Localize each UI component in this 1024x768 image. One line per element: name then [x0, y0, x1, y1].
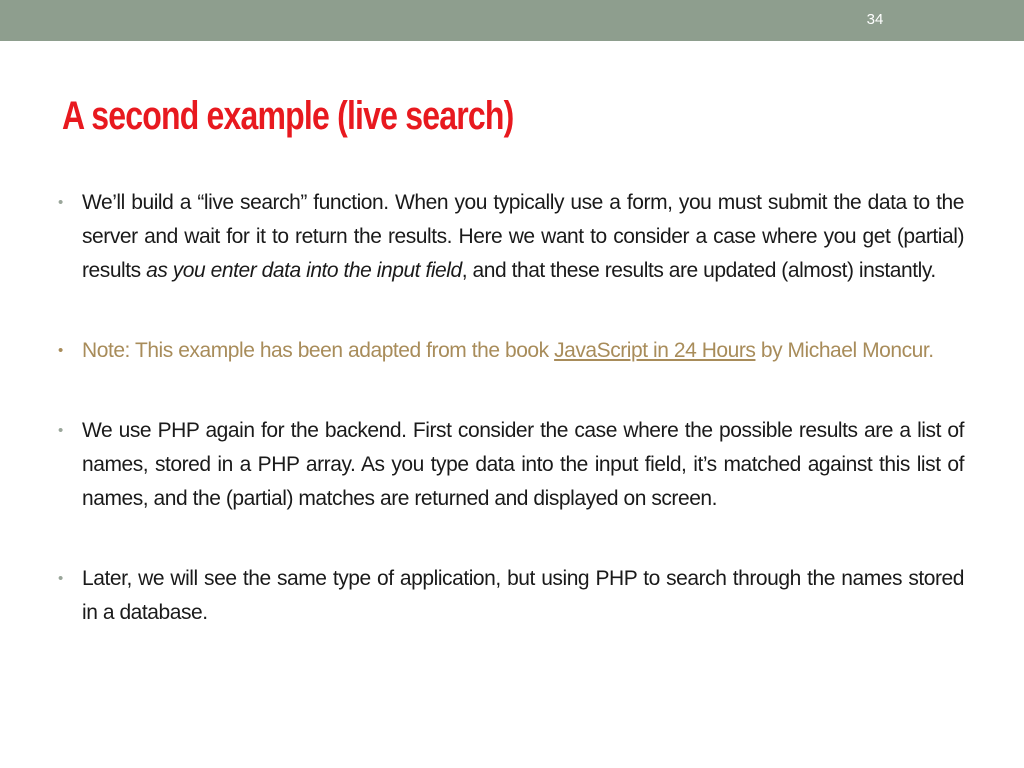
bullet-item-note [58, 334, 964, 368]
bullet-text [82, 186, 964, 288]
bullet-item-php-backend [58, 414, 964, 516]
bullet-item-live-search [58, 186, 964, 288]
note-text [82, 334, 964, 368]
bullet-dot-icon: • [58, 422, 64, 439]
bullet-dot-icon: • [58, 570, 64, 587]
bullet-text: We use PHP again for the backend. First consider the case where the possible results are a list of names, stored in a PHP array. As you type data into the input field, it’s matched against this list of names, and the (partial) matches are returned and displayed on screen. [82, 419, 964, 510]
slide-number: 34 [866, 11, 884, 28]
bullet-text-emphasis: as you enter data into the input field [146, 259, 462, 282]
bullet-dot-icon: • [58, 342, 64, 359]
slide-title: A second example (live search) [62, 94, 514, 138]
header-bar [0, 0, 1024, 41]
note-text-part: by Michael Moncur. [755, 339, 934, 362]
book-link[interactable]: JavaScript in 24 Hours [554, 339, 756, 362]
bullet-text: Later, we will see the same type of application, but using PHP to search through the names stored in a database. [82, 567, 964, 624]
bullet-text-part: We’ll build a “live search” function. When you typically use a form, you must submit the data to the server and wait for it to return the results. Here we want to consider a case where you get (partial) results [82, 191, 964, 282]
bullet-dot-icon: • [58, 194, 64, 211]
bullet-list [58, 186, 964, 676]
bullet-text-part: , and that these results are updated (almost) instantly. [461, 259, 936, 282]
note-text-part: Note: This example has been adapted from the book [82, 339, 555, 362]
bullet-item-database [58, 562, 964, 630]
